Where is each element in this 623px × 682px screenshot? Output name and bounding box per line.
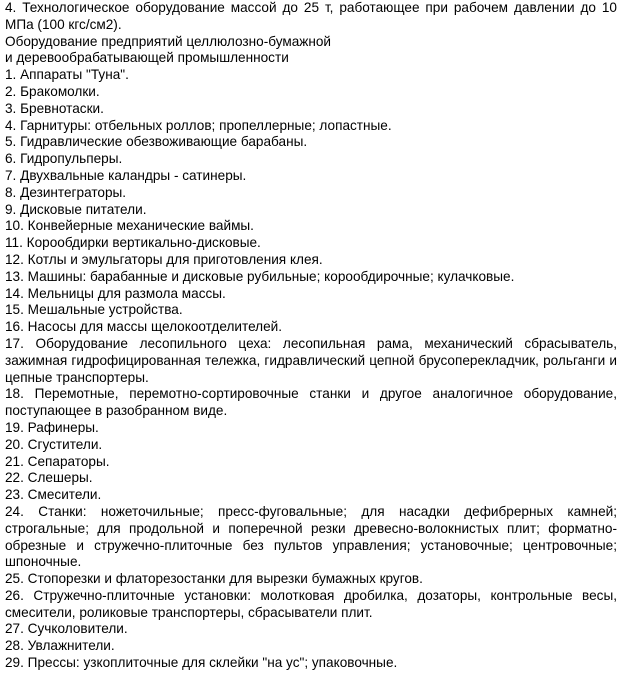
- list-item: 18. Перемотные, перемотно-сортировочные станки и другое аналогичное оборудование, поступающее в разобранном виде.: [5, 386, 617, 419]
- section-heading-line-2: и деревообрабатывающей промышленности: [5, 50, 289, 66]
- list-item: 12. Котлы и эмульгаторы для приготовления клея.: [5, 251, 323, 267]
- list-item: 25. Стопорезки и флаторезостанки для вырезки бумажных кругов.: [5, 571, 423, 587]
- list-item: 13. Машины: барабанные и дисковые рубильные; корообдирочные; кулачковые.: [5, 268, 515, 284]
- list-item: 1. Аппараты "Туна".: [5, 67, 129, 83]
- list-item: 7. Двухвальные каландры - сатинеры.: [5, 167, 247, 183]
- list-item: 22. Слешеры.: [5, 470, 93, 486]
- list-item: 16. Насосы для массы щелокоотделителей.: [5, 319, 283, 335]
- list-item: 9. Дисковые питатели.: [5, 201, 147, 217]
- list-item: 2. Бракомолки.: [5, 83, 100, 99]
- list-item: 19. Рафинеры.: [5, 419, 99, 435]
- list-item: 8. Дезинтеграторы.: [5, 184, 127, 200]
- list-item: 3. Бревнотаски.: [5, 100, 104, 116]
- list-item: 24. Станки: ножеточильные; пресс-фуговальные; для насадки дефибрерных камней; строгальные; для продольной и поперечной резки древесно-волокнистых плит; форматно-обрезные и стружечно-плиточные без пультов управления; установочные; центровочные; шпоночные.: [5, 503, 617, 570]
- list-item: 6. Гидропульперы.: [5, 151, 123, 167]
- list-item: 11. Корообдирки вертикально-дисковые.: [5, 235, 261, 251]
- section-heading-line-1: Оборудование предприятий целлюлозно-бумажной: [5, 33, 332, 49]
- intro-paragraph: 4. Технологическое оборудование массой до 25 т, работающее при рабочем давлении до 10 МПа (100 кгс/см2).: [5, 0, 617, 32]
- list-item: 27. Сучколовители.: [5, 621, 128, 637]
- list-item: 23. Смесители.: [5, 487, 102, 503]
- equipment-list: [5, 67, 617, 672]
- list-item: 5. Гидравлические обезвоживающие барабаны.: [5, 134, 308, 150]
- list-item: 29. Прессы: узкоплиточные для склейки "на ус"; упаковочные.: [5, 655, 398, 671]
- list-item: 26. Стружечно-плиточные установки: молотковая дробилка, дозаторы, контрольные весы, смесители, роликовые транспортеры, сбрасыватели плит.: [5, 587, 617, 620]
- list-item: 28. Увлажнители.: [5, 638, 115, 654]
- document-body: [5, 0, 617, 672]
- list-item: 14. Мельницы для размола массы.: [5, 285, 226, 301]
- list-item: 15. Мешальные устройства.: [5, 302, 183, 318]
- list-item: 4. Гарнитуры: отбельных роллов; пропеллерные; лопастные.: [5, 117, 392, 133]
- list-item: 10. Конвейерные механические ваймы.: [5, 218, 254, 234]
- list-item: 20. Сгустители.: [5, 436, 103, 452]
- list-item: 21. Сепараторы.: [5, 453, 110, 469]
- list-item: 17. Оборудование лесопильного цеха: лесопильная рама, механический сбрасыватель, зажимная гидрофицированная тележка, гидравлический цепной брусоперекладчик, рольганги и цепные транспортеры.: [5, 335, 617, 385]
